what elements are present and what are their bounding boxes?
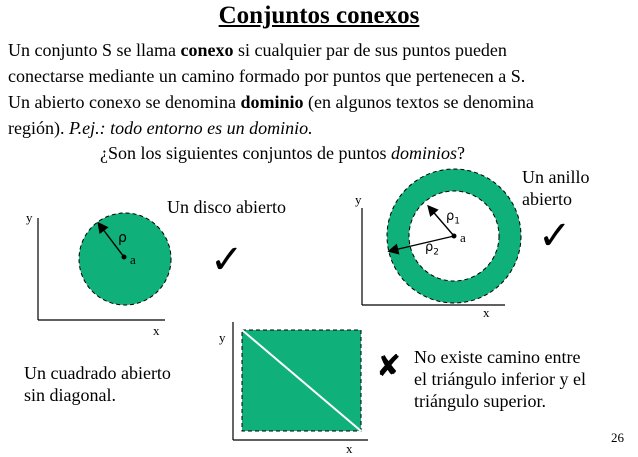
definition-line-2: conectarse mediante un camino formado por puntos que pertenecen a S. — [8, 66, 526, 86]
annulus-caption: Un anillo abierto — [522, 167, 590, 209]
square-y-label: y — [219, 330, 226, 345]
disk-caption: Un disco abierto — [167, 197, 286, 217]
question-text: ¿Son los siguientes conjuntos de puntos dominios? — [100, 143, 466, 163]
disk-y-label: y — [26, 210, 33, 225]
definition-line-3: Un abierto conexo se denomina dominio (en algunos textos se denomina — [8, 92, 534, 112]
disk-x-label: x — [153, 323, 160, 338]
square-figure — [233, 322, 368, 440]
annulus-rho1-label: $\rho_1$ — [446, 209, 460, 227]
annulus-y-label: y — [355, 192, 362, 207]
annulus-center-label: a — [460, 230, 466, 245]
square-x-label: x — [346, 441, 353, 456]
disk-checkmark-icon: ✓ — [210, 237, 244, 283]
definition-line-1: Un conjunto S se llama conexo si cualquier par de sus puntos pueden — [8, 40, 507, 60]
annulus-figure — [362, 169, 521, 305]
square-explanation: No existe camino entre el triángulo inferior y el triángulo superior. — [414, 347, 586, 411]
disk-rho-label: ρ — [118, 230, 127, 246]
square-caption: Un cuadrado abierto sin diagonal. — [24, 363, 171, 405]
definition-line-4: región). P.ej.: todo entorno es un dominio. — [8, 118, 313, 138]
page-title: Conjuntos conexos — [218, 2, 420, 29]
annulus-rho2-label: $\rho_2$ — [425, 240, 439, 258]
page-number: 26 — [611, 430, 624, 445]
square-cross-icon: ✘ — [376, 349, 402, 384]
annulus-checkmark-icon: ✓ — [538, 213, 572, 259]
disk-figure — [38, 213, 171, 320]
annulus-x-label: x — [483, 305, 490, 320]
disk-center-label: a — [130, 252, 136, 267]
